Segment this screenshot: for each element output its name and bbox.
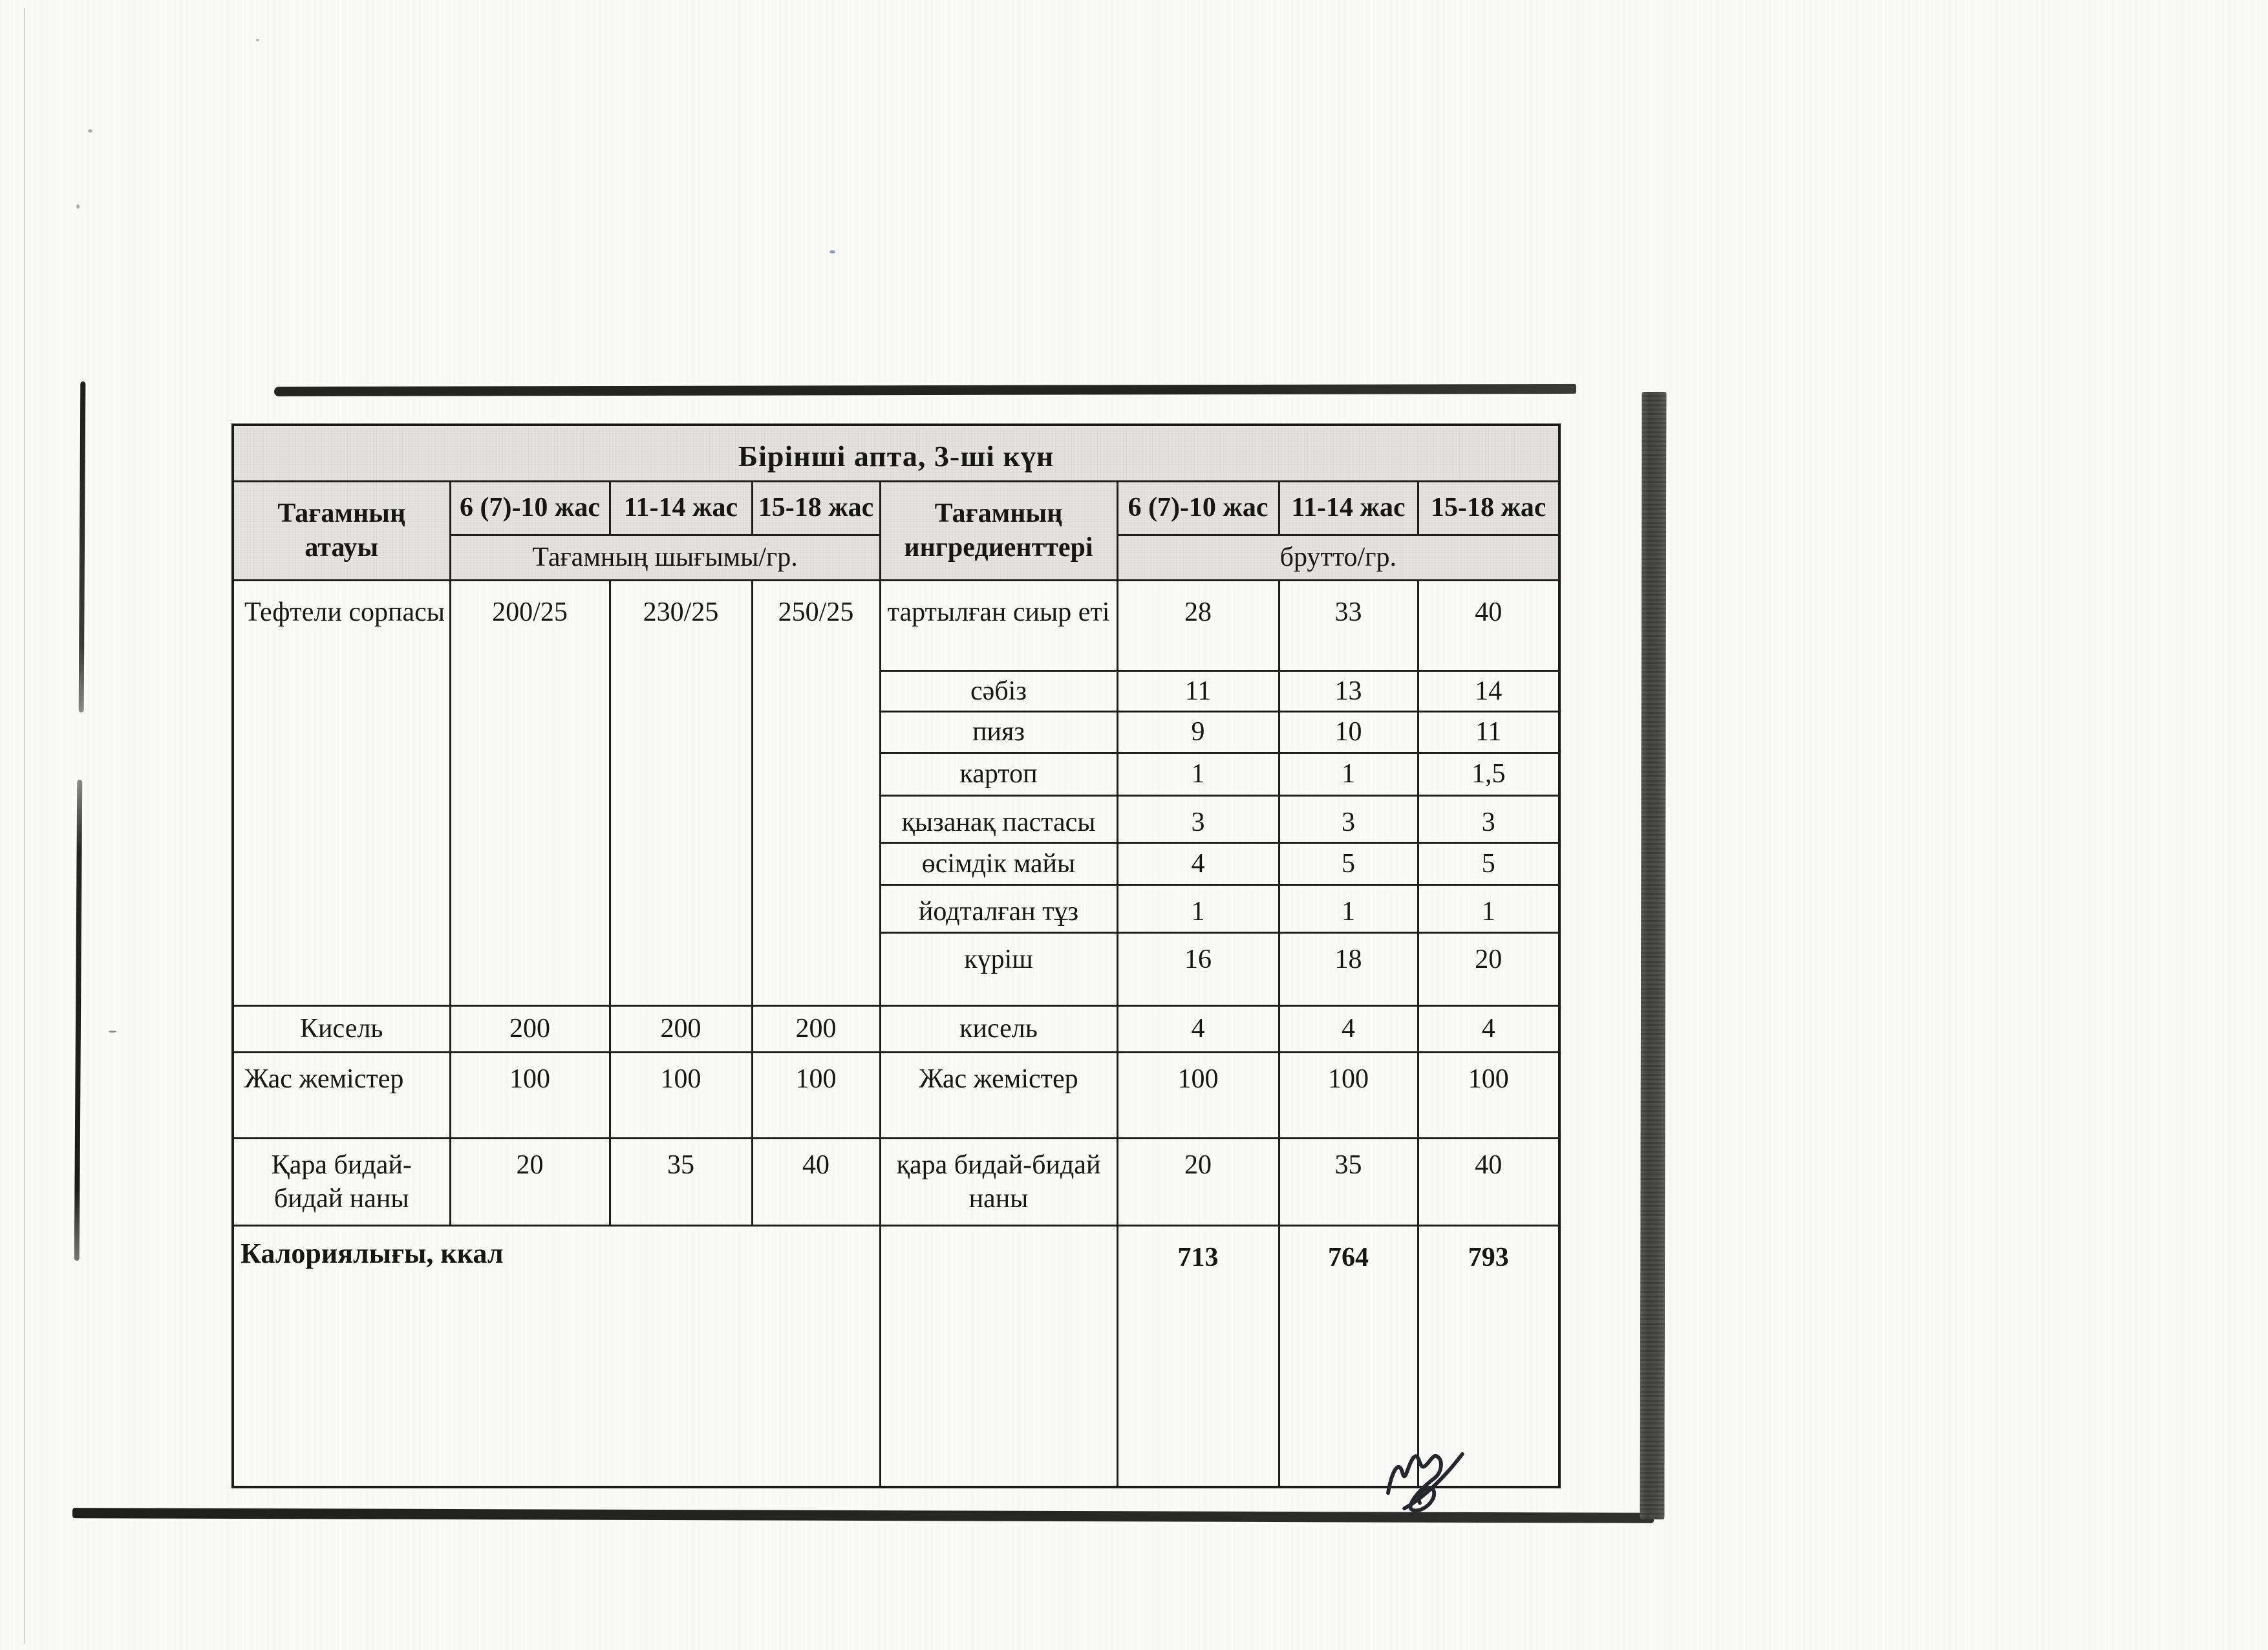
value-cell: 4 xyxy=(1117,843,1279,885)
dish-output-0: 200/25 xyxy=(450,580,610,1005)
ingredient-name: кисель xyxy=(880,1005,1117,1052)
col-header-age-left-2: 15-18 жас xyxy=(752,481,880,535)
table-row xyxy=(233,1005,1559,1052)
page-left-edge-upper xyxy=(79,381,86,712)
ingredient-name: пияз xyxy=(880,712,1117,753)
value-cell: 35 xyxy=(1279,1138,1418,1225)
value-cell: 4 xyxy=(1117,1005,1279,1052)
value-cell: 10 xyxy=(1279,712,1418,753)
table-row xyxy=(233,1138,1559,1225)
ingredient-name: тартылған сиыр еті xyxy=(880,580,1117,670)
col-header-ingredients: Тағамның ингредиенттері xyxy=(880,481,1117,580)
col-header-dish-name: Тағамның атауы xyxy=(233,481,450,580)
calories-row xyxy=(233,1225,1559,1487)
value-cell: 20 xyxy=(1418,932,1559,1005)
value-cell: 40 xyxy=(1418,580,1559,670)
header-row xyxy=(233,481,1559,535)
scan-speck xyxy=(76,204,80,209)
title-row xyxy=(233,425,1559,481)
value-cell: 33 xyxy=(1279,580,1418,670)
value-cell: 100 xyxy=(610,1052,752,1138)
calories-value-0: 713 xyxy=(1117,1225,1279,1487)
value-cell: 100 xyxy=(1279,1052,1418,1138)
page-left-edge-lower xyxy=(74,780,83,1261)
handwritten-signature xyxy=(1376,1441,1518,1513)
left-margin-line xyxy=(24,8,25,1644)
brutto-per-gram-label: брутто/гр. xyxy=(1117,535,1559,580)
col-header-age-right-1: 11-14 жас xyxy=(1279,481,1418,535)
scan-speck xyxy=(109,1031,116,1033)
value-cell: 4 xyxy=(1279,1005,1418,1052)
value-cell: 3 xyxy=(1279,795,1418,843)
value-cell: 5 xyxy=(1279,843,1418,885)
ingredient-name: өсімдік майы xyxy=(880,843,1117,885)
ingredient-name: қызанақ пастасы xyxy=(880,795,1117,843)
calories-label: Калориялығы, ккал xyxy=(233,1225,880,1487)
right-scan-bar xyxy=(1640,392,1666,1519)
value-cell: 5 xyxy=(1418,843,1559,885)
value-cell: 4 xyxy=(1418,1005,1559,1052)
ingredient-name: йодталған тұз xyxy=(880,885,1117,933)
ingredient-name: Жас жемістер xyxy=(880,1052,1117,1138)
value-cell: 1 xyxy=(1117,753,1279,795)
value-cell: 3 xyxy=(1117,795,1279,843)
scan-speck xyxy=(256,39,259,41)
value-cell: 35 xyxy=(610,1138,752,1225)
value-cell: 1 xyxy=(1279,885,1418,933)
value-cell: 1,5 xyxy=(1418,753,1559,795)
scan-speck xyxy=(829,250,835,253)
col-header-age-left-1: 11-14 жас xyxy=(610,481,752,535)
value-cell: 100 xyxy=(752,1052,880,1138)
value-cell: 13 xyxy=(1279,670,1418,712)
ingredient-row xyxy=(233,580,1559,670)
value-cell: 1 xyxy=(1117,885,1279,933)
value-cell: 20 xyxy=(1117,1138,1279,1225)
dish-output-1: 230/25 xyxy=(610,580,752,1005)
col-header-age-left-0: 6 (7)-10 жас xyxy=(450,481,610,535)
value-cell: 100 xyxy=(1117,1052,1279,1138)
page-top-edge-line xyxy=(274,384,1576,396)
value-cell: 14 xyxy=(1418,670,1559,712)
value-cell: 200 xyxy=(610,1005,752,1052)
value-cell: 11 xyxy=(1117,670,1279,712)
value-cell: 100 xyxy=(450,1052,610,1138)
value-cell: 200 xyxy=(450,1005,610,1052)
ingredient-name: қара бидай-бидай наны xyxy=(880,1138,1117,1225)
dish-output-2: 250/25 xyxy=(752,580,880,1005)
value-cell: 200 xyxy=(752,1005,880,1052)
value-cell: 16 xyxy=(1117,932,1279,1005)
output-per-gram-label: Тағамның шығымы/гр. xyxy=(450,535,880,580)
value-cell: 20 xyxy=(450,1138,610,1225)
col-header-age-right-0: 6 (7)-10 жас xyxy=(1117,481,1279,535)
dish-name: Қара бидай-бидай наны xyxy=(233,1138,450,1225)
value-cell: 28 xyxy=(1117,580,1279,670)
value-cell: 40 xyxy=(1418,1138,1559,1225)
value-cell: 9 xyxy=(1117,712,1279,753)
calories-value-1: 764 xyxy=(1279,1225,1418,1487)
ingredient-name: сәбіз xyxy=(880,670,1117,712)
dish-name: Жас жемістер xyxy=(233,1052,450,1138)
value-cell: 3 xyxy=(1418,795,1559,843)
dish-name: Кисель xyxy=(233,1005,450,1052)
value-cell: 40 xyxy=(752,1138,880,1225)
value-cell: 1 xyxy=(1279,753,1418,795)
page-title: Бірінші апта, 3-ші күн xyxy=(233,425,1559,481)
empty-cell xyxy=(880,1225,1117,1487)
scan-speck xyxy=(88,129,92,133)
ingredient-name: картоп xyxy=(880,753,1117,795)
value-cell: 18 xyxy=(1279,932,1418,1005)
table-row xyxy=(233,1052,1559,1138)
calories-value-2: 793 xyxy=(1418,1225,1559,1487)
ingredient-name: күріш xyxy=(880,932,1117,1005)
value-cell: 100 xyxy=(1418,1052,1559,1138)
dish-name: Тефтели сорпасы xyxy=(233,580,450,1005)
value-cell: 11 xyxy=(1418,712,1559,753)
col-header-age-right-2: 15-18 жас xyxy=(1418,481,1559,535)
menu-table xyxy=(231,423,1561,1488)
value-cell: 1 xyxy=(1418,885,1559,933)
